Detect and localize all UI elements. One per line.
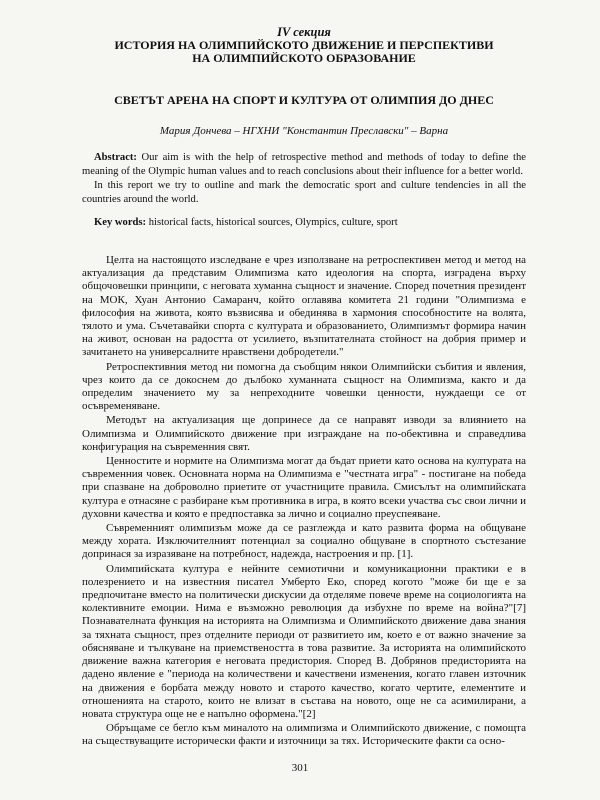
abstract-paragraph-1 bbox=[82, 151, 526, 179]
body-paragraph-2: Ретроспективния метод ни помогна да съобщим някои Олимпийски събития и явления, чрез които да се докоснем до дълбоко хуманната същност на Олимпизма, както и да определим значението му за непреходните човешки ценности, нуждаещи се от осъвременяване. bbox=[82, 360, 526, 413]
body-paragraph-5: Съвременният олимпизъм може да се разглежда и като развита форма на общуване между хората. Изключителният потенциал за социално общуване в спортното състезание допринася за изразяване на потребност, надежда, настроения и пр. [1]. bbox=[82, 522, 526, 561]
abstract-text-2: In this report we try to outline and mark the democratic sport and culture tendencies in all the countries around the world. bbox=[82, 180, 526, 205]
page-number: 301 bbox=[291, 762, 309, 774]
keywords bbox=[82, 216, 526, 230]
paper-authors: Мария Дончева – НГХНИ "Константин Преславски" – Варна bbox=[159, 125, 449, 137]
abstract bbox=[82, 151, 526, 207]
body-paragraph-6: Олимпийската култура е нейните семиотични и комуникационни практики е в полезрението и на известния писател Умберто Еко, според когото "може би ще е за предпочитане вместо на политически дискусии да отделяме повече време на социологията на колективните емоции. Нима е възможно революция да избухне по време на война?"[7] Познавателната функция на историята на Олимпизма и Олимпийското движение дава знания за тяхната същност, през отделните периоди от развитието им, което е от важно значение за обясняване и тълкуване на приемствеността в това развитие. За историята на олимпийското движение важна категория е неговата предистория. Според В. Добрянов предисторията на дадено явление е "периода на количествени и качествени изменения, когато главен източник на движения е борбата между новото и старото качество, когато чертите, елементите и отношенията на старото, които не влизат в състава на новото, още не са асимилирани, а новата структура още не е напълно оформена."[2] bbox=[82, 562, 526, 720]
body-paragraph-4: Ценностите и нормите на Олимпизма могат да бъдат приети като основа на културата на съвременния човек. Основната норма на Олимпизма е "честната игра" - постигане на победа при спазване на доброволно приетите от участниците правила. Смисълът на олимпийската култура е отнасяне с разбиране към противника в игра, в която всеки участва със свои лични и духовни качества и която е предпоставка за лично и социално преуспеяване. bbox=[82, 455, 526, 520]
body-paragraph-3: Методът на актуализация ще допринесе да се направят изводи за влиянието на Олимпизма и Олимпийското движение при изграждане на по-обективна и справедлива конфигурация на съвременния свят. bbox=[82, 414, 526, 453]
body-paragraph-7: Обръщаме се бегло към миналото на олимпизма и Олимпийското движение, с помощта на съществуващите исторически факти и източници за тях. Историческите факти са осно- bbox=[82, 722, 526, 748]
body-paragraph-1: Целта на настоящото изследване е чрез използване на ретроспективен метод и метод на актуализация да представим Олимпизма като идеология на спорта, изградена върху общочовешки принципи, с неговата хуманна същност и значение. Според почетния президент на МОК, Хуан Антонио Самаранч, който оглавява комитета 21 години "Олимпизма е философия на живота, която възвисява и обединява в хармония способностите на волята, тялото и ума. Съчетавайки спорта с културата и образованието, Олимпизмът формира начин на живот, основан на радостта от усилието, възпитателната стойност на добрия пример и зачитането на универсалните нравствени добродетели." bbox=[82, 254, 526, 359]
abstract-label: Abstract: bbox=[94, 152, 137, 163]
section-label: IV секция bbox=[277, 25, 331, 39]
abstract-text-1: Our aim is with the help of retrospective method and methods of today to define the meaning of the Olympic human values and to reach conclusions about their influence for a better world. bbox=[82, 152, 526, 177]
keywords-label: Key words: bbox=[94, 217, 147, 228]
keywords-text: historical facts, historical sources, Olympics, culture, sport bbox=[148, 217, 398, 228]
body-text bbox=[82, 254, 526, 749]
section-title-line-2: НА ОЛИМПИЙСКОТО ОБРАЗОВАНИЕ bbox=[192, 51, 416, 65]
paper-title: СВЕТЪТ АРЕНА НА СПОРТ И КУЛТУРА ОТ ОЛИМПИЯ ДО ДНЕС bbox=[114, 93, 494, 107]
section-title-line-1: ИСТОРИЯ НА ОЛИМПИЙСКОТО ДВИЖЕНИЕ И ПЕРСПЕКТИВИ bbox=[114, 38, 494, 52]
